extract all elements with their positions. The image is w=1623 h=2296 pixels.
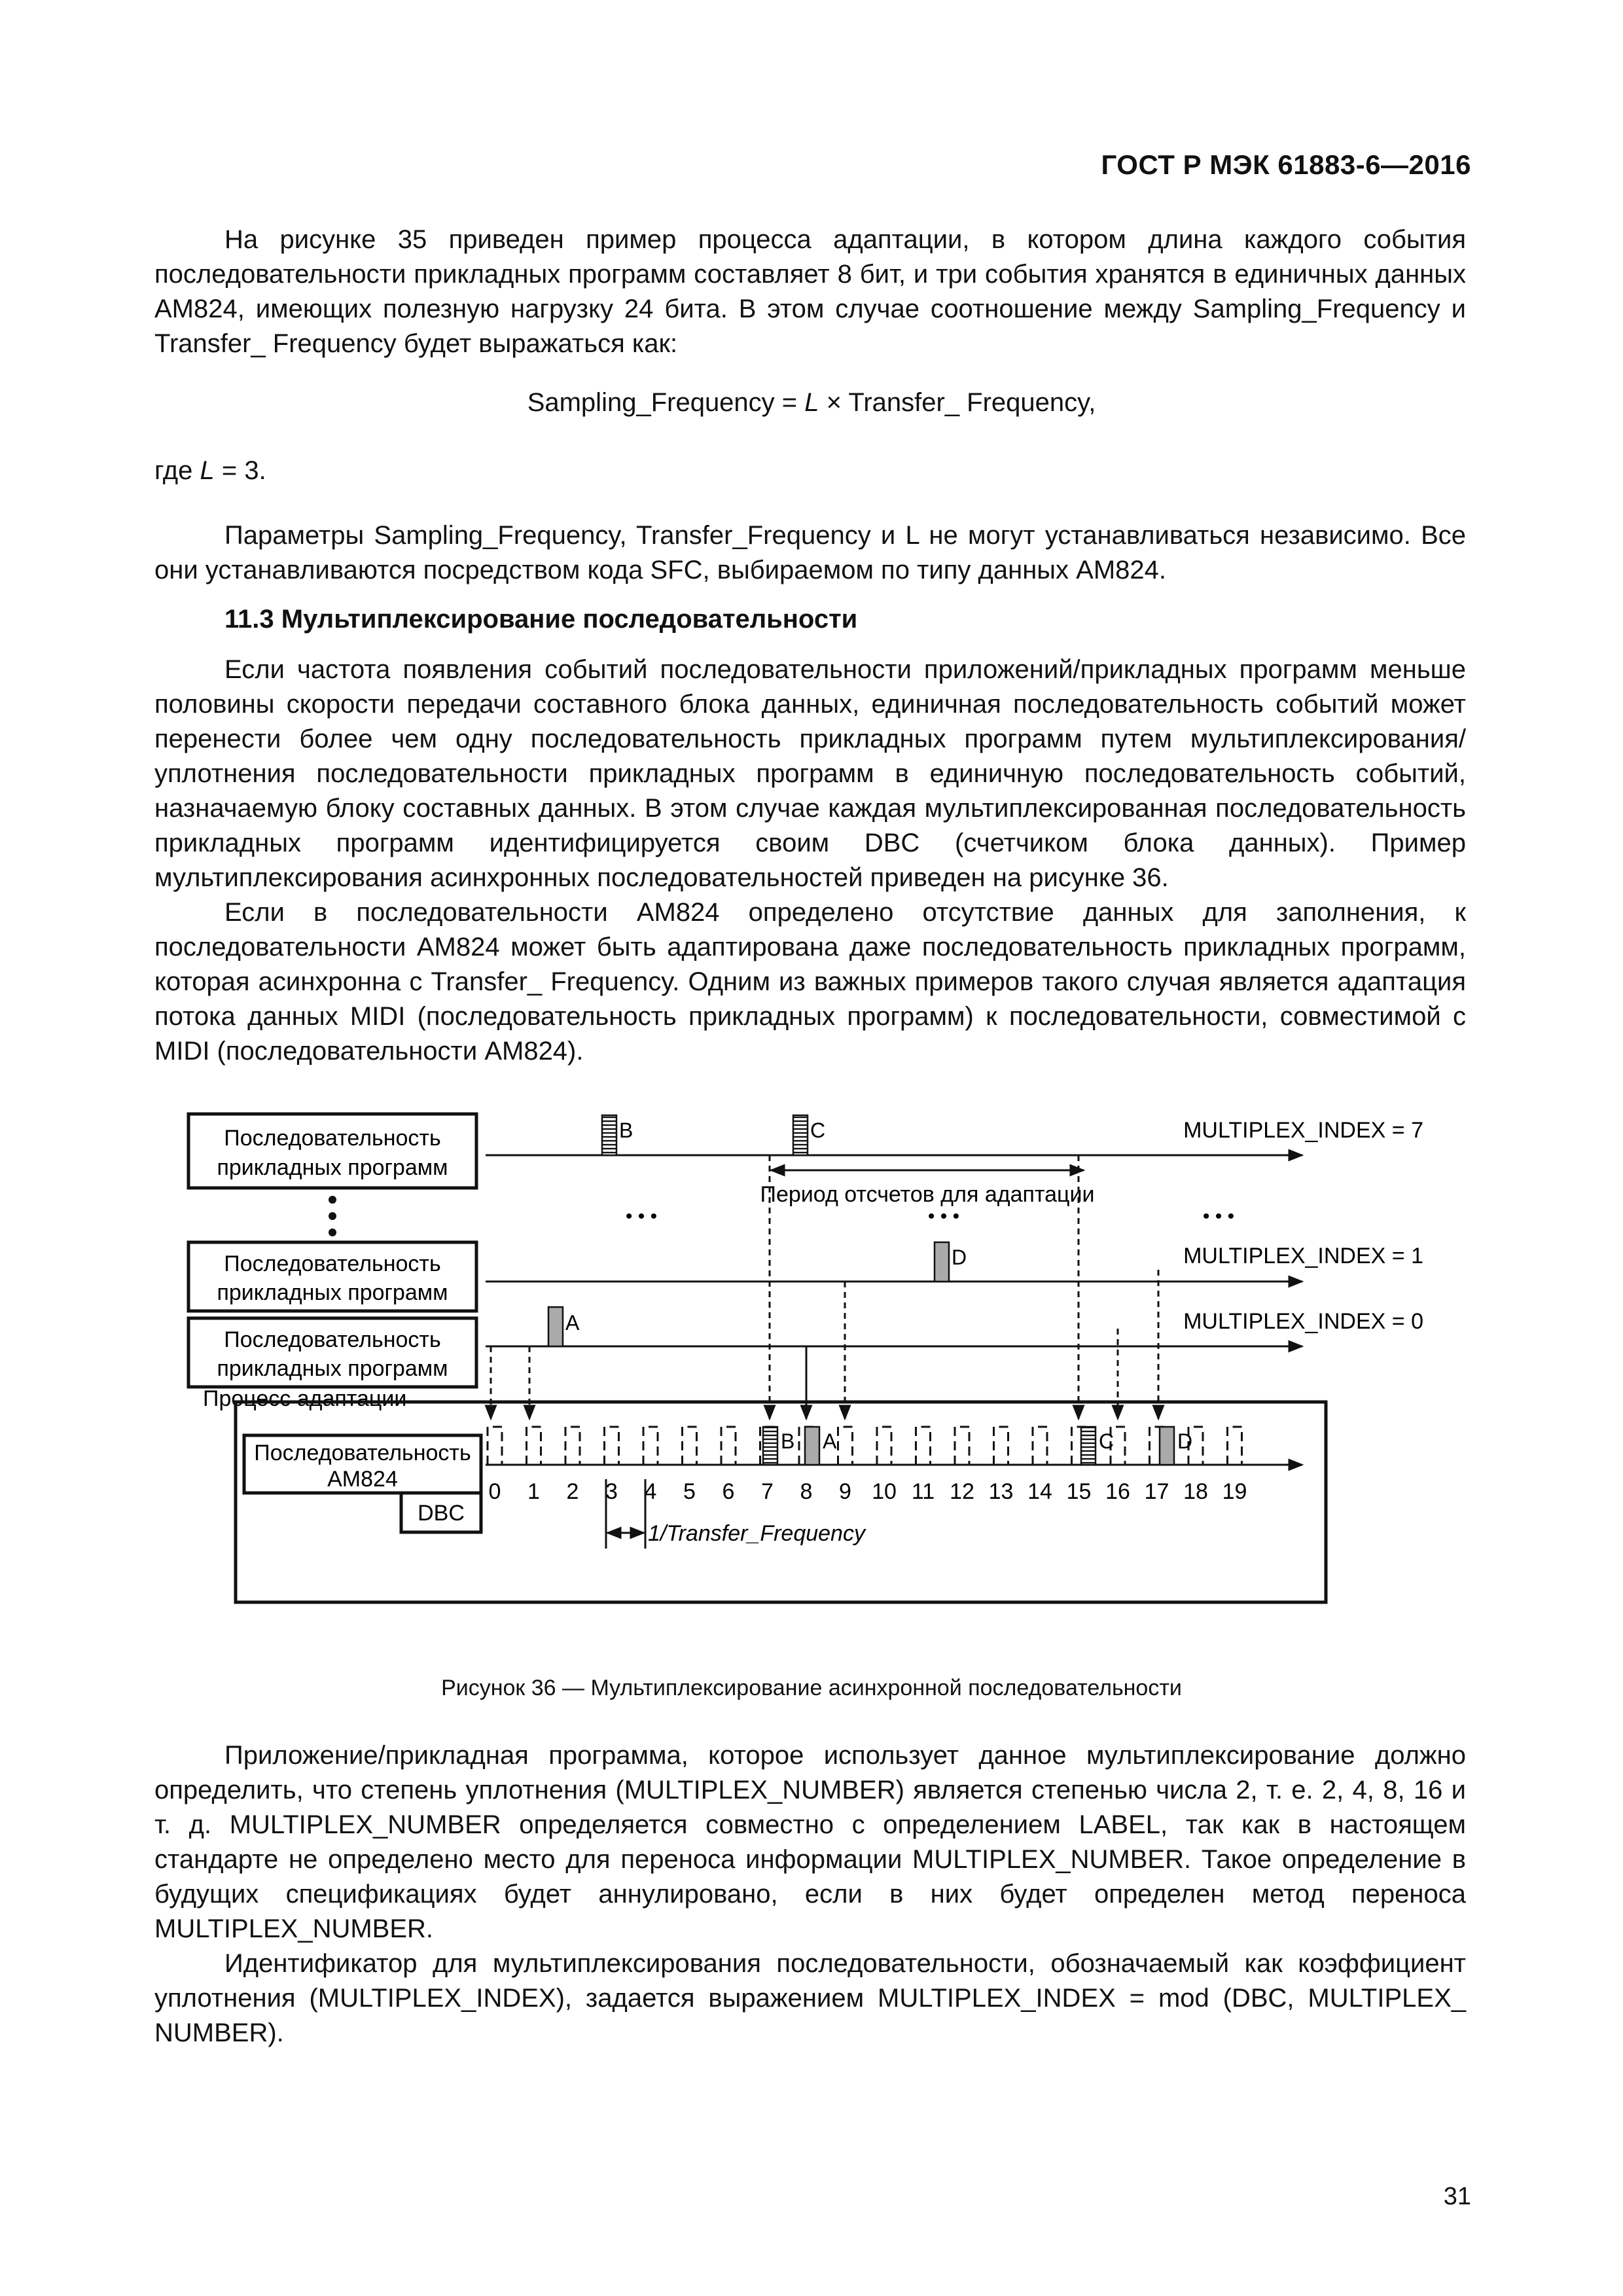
am824-slot — [527, 1427, 541, 1465]
period-label: Период отсчетов для адаптации — [760, 1182, 1095, 1207]
event-a-mark — [548, 1307, 563, 1346]
app-sequence-box-1 — [188, 1242, 476, 1311]
event-d-mark — [935, 1242, 949, 1282]
event-b-mark — [602, 1115, 616, 1155]
dbc-number: 9 — [839, 1479, 851, 1504]
dbc-number: 7 — [761, 1479, 774, 1504]
dbc-number: 15 — [1066, 1479, 1092, 1504]
am824-slot — [955, 1427, 969, 1465]
mux1-label: MULTIPLEX_INDEX = 1 — [1183, 1244, 1423, 1268]
svg-text:Последовательность: Последовательность — [224, 1327, 441, 1352]
svg-text:A: A — [823, 1429, 837, 1453]
am824-slots — [488, 1427, 1242, 1465]
mux7-label: MULTIPLEX_INDEX = 7 — [1183, 1118, 1423, 1143]
ellipsis-left: • • • — [625, 1206, 658, 1227]
section-title: 11.3 Мультиплексирование последовательности — [224, 605, 858, 634]
figure-caption: Рисунок 36 — Мультиплексирование асинхронной последовательности — [441, 1676, 1182, 1700]
dbc-number: 3 — [605, 1479, 618, 1504]
svg-text:B: B — [781, 1429, 795, 1453]
svg-text:D: D — [1177, 1429, 1193, 1453]
adaptation-process-label: Процесс адаптации — [203, 1386, 407, 1411]
event-c-label: C — [810, 1119, 826, 1142]
dbc-number: 16 — [1105, 1479, 1130, 1504]
ellipsis-mid: • • • — [927, 1206, 960, 1227]
svg-text:прикладных программ: прикладных программ — [217, 1280, 448, 1305]
dbc-numbers — [489, 1479, 1247, 1504]
dbc-number: 5 — [683, 1479, 696, 1504]
am824-slot — [994, 1427, 1008, 1465]
am-event-a — [805, 1427, 819, 1465]
svg-text:DBC: DBC — [418, 1501, 465, 1526]
svg-text:Последовательность: Последовательность — [224, 1251, 441, 1276]
dbc-number: 17 — [1144, 1479, 1169, 1504]
formula-rhs: × Transfer_ Frequency, — [819, 388, 1096, 417]
dbc-number: 4 — [644, 1479, 657, 1504]
am-event-d — [1160, 1427, 1174, 1465]
am824-slot — [683, 1427, 697, 1465]
app-sequence-box-0 — [188, 1318, 476, 1387]
dbc-number: 12 — [950, 1479, 974, 1504]
dbc-number: 2 — [566, 1479, 579, 1504]
event-b-label: B — [619, 1119, 633, 1142]
paragraph-multiplex-index: Идентификатор для мультиплексирования последовательности, обозначаемый как коэффициент уплотнения (MULTIPLEX_INDEX), задается выражением MULTIPLEX_INDEX = mod (DBC, MULTIPLEX_ NUMBER). — [154, 1949, 1466, 2047]
dbc-box — [401, 1493, 481, 1532]
paragraph-async: Если в последовательности AM824 определено отсутствие данных для заполнения, к последовательности AM824 может быть адаптирована даже последовательность прикладных программ, которая асинхронна с Transfer_ Frequency. Одним из важных примеров такого случая является адаптация потока данных MIDI (последовательность прикладных программ) к последовательности, совместимой с MIDI (последовательности AM824). — [154, 898, 1466, 1066]
am824-slot — [605, 1427, 619, 1465]
page-number: 31 — [1443, 2183, 1471, 2210]
dbc-number: 14 — [1027, 1479, 1052, 1504]
svg-text:Последовательность: Последовательность — [254, 1441, 471, 1465]
am824-slot — [838, 1427, 853, 1465]
transfer-period-label: 1/Transfer_Frequency — [648, 1521, 865, 1546]
dbc-number: 6 — [722, 1479, 735, 1504]
where-line: где L = 3. — [154, 456, 266, 485]
paragraph-adaptation: На рисунке 35 приведен пример процесса адаптации, в котором длина каждого события последовательности прикладных программ составляет 8 бит, и три события хранятся в единичных данных AM824, имеющих полезную нагрузку 24 бита. В этом случае соотношение между Sampling_Frequency и Transfer_ Frequency будет выражаться как: — [154, 225, 1466, 358]
paragraph-multiplex: Если частота появления событий последовательности приложений/прикладных программ меньше половины скорости передачи составного блока данных, единичная последовательность событий может перенести более чем одну последовательность прикладных программ путем мультиплексирования/уплотнения последовательности прикладных программ в единичную последовательность событий, назначаемую блоку составных данных. В этом случае каждая мультиплексированная последовательность прикладных программ идентифицируется своим DBC (счетчиком блока данных). Пример мультиплексирования асинхронных последовательностей приведен на рисунке 36. — [154, 655, 1466, 892]
paragraph-multiplex-number: Приложение/прикладная программа, которое использует данное мультиплексирование должно определить, что степень уплотнения (MULTIPLEX_NUMBER) является степенью числа 2, т. е. 2, 4, 8, 16 и т. д. MULTIPLEX_NUMBER определяется совместно с определением LABEL, так как в настоящем стандарте не определено место для переноса информации MULTIPLEX_NUMBER. Такое определение в будущих спецификациях будет аннулировано, если в них будет определен метод переноса MULTIPLEX_NUMBER. — [154, 1741, 1466, 1943]
dbc-number: 11 — [911, 1479, 935, 1504]
svg-text:AM824: AM824 — [327, 1467, 398, 1492]
formula-lhs: Sampling_Frequency = — [527, 388, 805, 417]
dbc-number: 0 — [488, 1479, 501, 1504]
document-id: ГОСТ Р МЭК 61883-6—2016 — [1101, 149, 1471, 180]
svg-text:прикладных программ: прикладных программ — [217, 1155, 448, 1180]
svg-text:прикладных программ: прикладных программ — [217, 1356, 448, 1381]
am824-box — [244, 1435, 481, 1493]
dbc-number: 13 — [988, 1479, 1014, 1504]
dbc-number: 1 — [527, 1479, 540, 1504]
closing-block — [154, 1738, 1466, 2051]
am824-slot — [1033, 1427, 1047, 1465]
am824-slot — [916, 1427, 931, 1465]
am824-slot — [877, 1427, 891, 1465]
am-event-b — [763, 1427, 777, 1465]
vertical-ellipsis — [329, 1196, 336, 1236]
paragraph-params: Параметры Sampling_Frequency, Transfer_Frequency и L не могут устанавливаться независимо. Все они устанавливаются посредством кода SFC, выбираемом по типу данных AM824. — [154, 521, 1466, 584]
am824-slot — [565, 1427, 580, 1465]
dbc-number: 8 — [800, 1479, 813, 1504]
am824-slot — [1228, 1427, 1242, 1465]
event-c-mark — [793, 1115, 808, 1155]
svg-text:Последовательность: Последовательность — [224, 1126, 441, 1151]
mux0-label: MULTIPLEX_INDEX = 0 — [1183, 1309, 1423, 1334]
am824-slot — [643, 1427, 658, 1465]
dbc-number: 10 — [872, 1479, 897, 1504]
event-d-label: D — [952, 1246, 967, 1269]
formula-var: L — [804, 388, 819, 417]
ellipsis-right: • • • — [1202, 1206, 1235, 1227]
dbc-number: 18 — [1183, 1479, 1208, 1504]
svg-text:C: C — [1099, 1429, 1115, 1453]
am824-slot — [488, 1427, 502, 1465]
app-sequence-box-7 — [188, 1114, 476, 1188]
event-a-label: A — [565, 1311, 580, 1335]
am824-slot — [721, 1427, 736, 1465]
dbc-number: 19 — [1222, 1479, 1247, 1504]
am-event-c — [1081, 1427, 1096, 1465]
